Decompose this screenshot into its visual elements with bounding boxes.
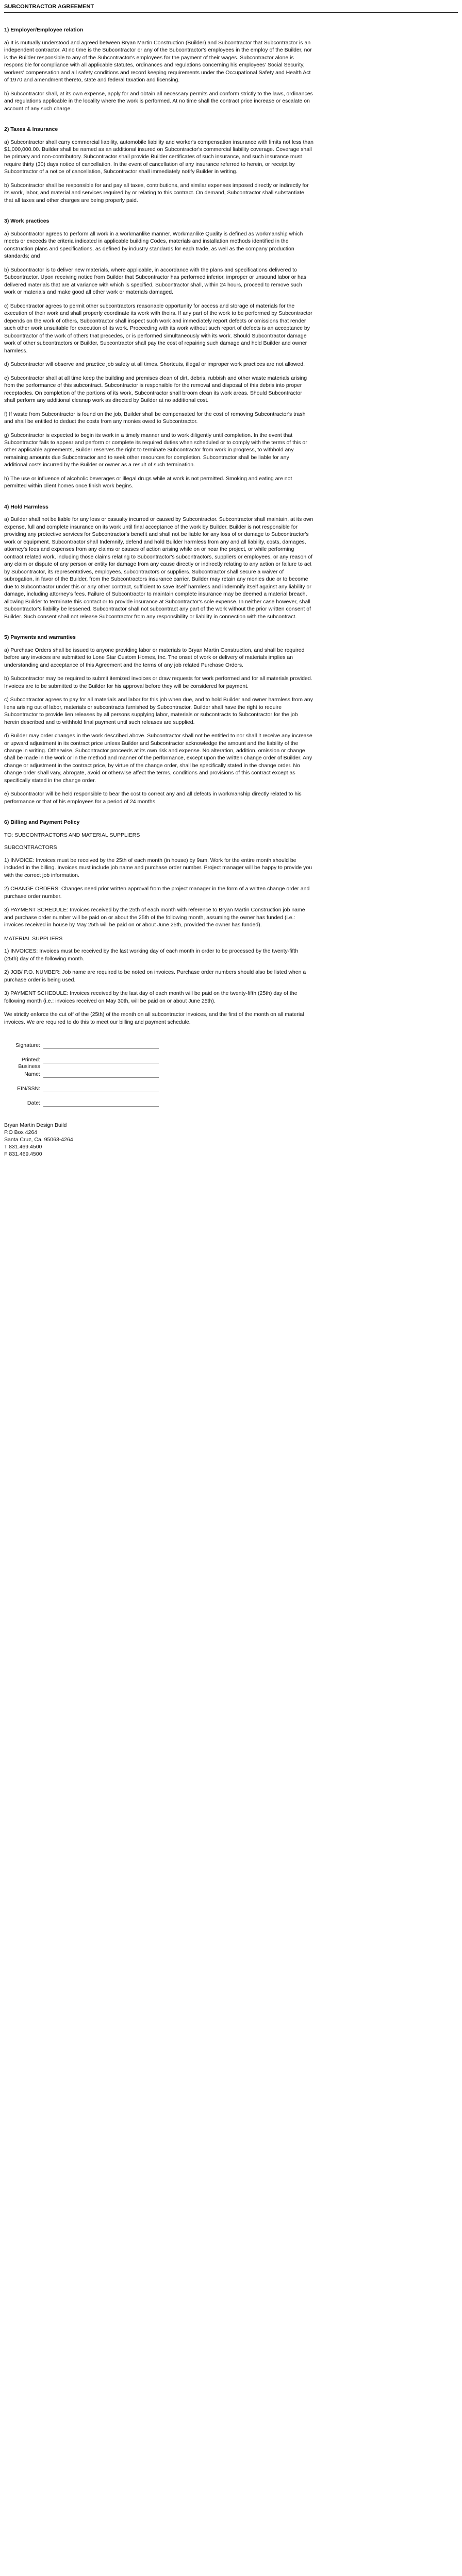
section-employer-employee xyxy=(4,26,458,112)
section-paragraph: a) Subcontractor shall carry commercial liability, automobile liability and worker's compensation insurance with limits not less than $1,000,000.00. Builder shall be named as an additional insured on Subcontractor's commercial liability coverage. Coverage shall be primary and non-contributory. Subcontractor shall provide Builder certificates of such insurance, and such insurance must require thirty (30) days notice of cancellation. In the event of cancellation of any insurance referred to herein, or receipt by Subcontractor of a notice of cancellation, Subcontractor shall immediately notify Builder in writing. xyxy=(4,139,314,175)
section-paragraph: h) The use or influence of alcoholic beverages or illegal drugs while at work is not permitted. Smoking and eating are not permitted within client homes once finish work begins. xyxy=(4,475,292,489)
document-title: SUBCONTRACTOR AGREEMENT xyxy=(4,3,458,13)
section-paragraph: b) Subcontractor shall be responsible for and pay all taxes, contributions, and similar expenses imposed directly or indirectly for its work, labor, and material and services required by or relating to this contract. On demand, Subcontractor shall substantiate that all taxes and other charges are being properly paid. xyxy=(4,182,309,204)
printed-name-field[interactable] xyxy=(43,1056,159,1063)
ein-row xyxy=(4,1081,159,1092)
section-paragraph: f) If waste from Subcontractor is found on the job, Builder shall be compensated for the cost of removing Subcontractor's trash and shall be entitled to deduct the costs from any monies owed to Subcontractor. xyxy=(4,411,306,425)
billing-item: 1) INVOICES: Invoices must be received by the last working day of each month in order to be processed by the twenty-fifth (25th) day of the following month. xyxy=(4,948,299,962)
po-box: P.O Box 4264 xyxy=(4,1129,38,1136)
phone-number: T 831.469.4500 xyxy=(4,1143,42,1150)
section-heading: 1) Employer/Employee relation xyxy=(4,27,84,33)
section-paragraph: b) Subcontractor may be required to submit itemized invoices or draw requests for work performed and for all materials provided. Invoices are to be submitted to the Builder for his approval before they will be considered for payment. xyxy=(4,675,312,689)
date-label: Date: xyxy=(27,1099,40,1106)
section-heading: 2) Taxes & Insurance xyxy=(4,126,58,133)
billing-to-line: TO: SUBCONTRACTORS AND MATERIAL SUPPLIERS xyxy=(4,832,140,838)
section-paragraph: a) Subcontractor agrees to perform all work in a workmanlike manner. Workmanlike Quality is defined as workmanship which meets or exceeds the criteria indicated in applicable building Codes, materials and installation methods identified in the construction plans and specifications, as defined by industry standards for each trade, as well as the company production standards; and xyxy=(4,230,303,260)
city-line: Santa Cruz, Ca. 95063-4264 xyxy=(4,1136,73,1143)
business-name-row xyxy=(4,1063,159,1078)
section-paragraph: e) Subcontractor shall at all time keep the building and premises clean of dirt, debris, rubbish and other waste materials arising from the performance of this subcontract. Subcontractor is responsible for the removal and disposal of this debris into proper receptacles. On completion of the portions of its work, Subcontractor shall broom clean its work areas. Should Subcontractor shall perform any additional cleanup work as directed by Builder at no additional cost. xyxy=(4,375,307,404)
section-paragraph: d) Builder may order changes in the work described above. Subcontractor shall not be entitled to nor shall it receive any increase or upward adjustment in its contract price unless Builder and Subcontractor acknowledge the amount and the liability of the change in writing. Otherwise, Subcontractor proceeds at its own risk and expense. No alteration, addition, omission or change shall be made in the work or in the method and manner of the performance, except upon the written change order of Builder. Any change or adjustment in the contract price, by virtue of the change order, shall be specifically stated in the change order. No change order shall vary, abrogate, avoid or otherwise affect the terms, conditions and provisions of this contract except as specifically stated in the change order. xyxy=(4,733,312,784)
business-name-field[interactable] xyxy=(43,1071,159,1078)
date-field[interactable] xyxy=(43,1099,159,1107)
subcontractors-heading: SUBCONTRACTORS xyxy=(4,844,57,851)
section-hold-harmless xyxy=(4,503,458,620)
section-paragraph: a) Purchase Orders shall be issued to anyone providing labor or materials to Bryan Martin Construction, and shall be required before any invoices are submitted to Lone Star Custom Homes, Inc. The onset of work or delivery of materials implies an understanding and acceptance of this Agreement and the terms of any job related Purchase Orders. xyxy=(4,647,305,668)
section-paragraph: c) Subcontractor agrees to permit other subcontractors reasonable opportunity for access and storage of materials for the execution of their work and shall properly coordinate its work with theirs. If any part of the work to be performed by Subcontractor depends on the work of others, Subcontractor shall inspect such work and immediately report defects or omissions that render such other work unsuitable for execution of its work. Proceeding with its work without such report of defects is an acceptance by Subcontractor of the work of others that precedes, or is performed simultaneously with its work. Should Subcontractor damage work of other subcontractors or Builder, Subcontractor shall pay the cost of repairing such damage and hold Builder and owner harmless. xyxy=(4,302,312,354)
section-taxes-insurance xyxy=(4,126,458,204)
billing-item: 1) INVOICE: Invoices must be received by the 25th of each month (in house) by 9am. Work for the entire month should be included in the billing. Invoices must include job name and purchase order number. Project manager will be happy to provide you with the correct job information. xyxy=(4,857,312,878)
section-paragraph: e) Subcontractor will be held responsible to bear the cost to correct any and all defects in workmanship directly related to his performance or that of his employees for a period of 24 months. xyxy=(4,791,302,805)
section-paragraph: g) Subcontractor is expected to begin its work in a timely manner and to work diligently until completion. In the event that Subcontractor fails to appear and perform or complete its required duties when scheduled or to comply with the terms of this or other applicable agreements, Builder reserves the right to terminate Subcontractor from work in progress, to withhold any remaining amounts due Subcontractor and to seek other resources for completion. Subcontractor shall be liable for any additional costs incurred by the Builder or owner as a result of such termination. xyxy=(4,432,307,468)
agreement-document xyxy=(0,0,462,1173)
billing-item: 2) CHANGE ORDERS: Changes need prior written approval from the project manager in the form of a written change order and purchase order number. xyxy=(4,886,310,900)
signature-row xyxy=(4,1038,159,1049)
ein-field[interactable] xyxy=(43,1085,159,1092)
billing-item: 3) PAYMENT SCHEDULE: Invoices received by the 25th of each month with reference to Bryan Martin Construction job name and purchase order number will be paid on or about the 25th of the following month, assuming the owner has funded (i.e.: invoices received in house by May 25th will be paid on or about June 25th, provided the owner has funded). xyxy=(4,907,305,928)
ein-label: EIN/SSN: xyxy=(17,1085,40,1092)
section-heading: 5) Payments and warranties xyxy=(4,634,76,641)
section-payments-warranties xyxy=(4,634,458,805)
section-heading: 3) Work practices xyxy=(4,218,50,225)
fax-number: F 831.469.4500 xyxy=(4,1150,42,1157)
signature-label: Signature: xyxy=(15,1042,40,1048)
billing-closing: We strictly enforce the cut off of the (25th) of the month on all subcontractor invoices, and the first of the month on all material invoices. We are required to do this to meet our billing and payment schedule. xyxy=(4,1011,304,1025)
company-name: Bryan Martin Design Build xyxy=(4,1122,67,1129)
date-row xyxy=(4,1096,159,1107)
section-paragraph: d) Subcontractor will observe and practice job safety at all times. Shortcuts, illegal or improper work practices are not allowed. xyxy=(4,361,305,368)
billing-item: 3) PAYMENT SCHEDULE: Invoices received by the last day of each month will be paid on the twenty-fifth (25th) day of the following month (i.e.: invoices received on May 30th, will be paid on or about June 25th). xyxy=(4,990,298,1004)
section-billing-payment xyxy=(4,819,458,1026)
printed-row xyxy=(4,1053,159,1063)
section-paragraph: c) Subcontractor agrees to pay for all materials and labor for this job when due, and to hold Builder and owner harmless from any liens arising out of labor, materials or subcontracts furnished by Subcontractor. Builder shall have the right to require Subcontractor to provide lien releases by all persons supplying labor, materials or subcontracts to Subcontractor for the job herein described and to withhold final payment until such releases are supplied. xyxy=(4,697,313,725)
billing-item: 2) JOB/ P.O. NUMBER: Job name are required to be noted on invoices. Purchase order numbers should also be listed when a purchase order is being used. xyxy=(4,969,306,983)
section-paragraph: b) Subcontractor shall, at its own expense, apply for and obtain all necessary permits and conform strictly to the laws, ordinances and regulations applicable in the locality where the work is performed. At no time shall the contract price increase or escalate on account of any such charge. xyxy=(4,90,313,112)
signature-block xyxy=(4,1038,159,1107)
section-work-practices xyxy=(4,217,458,490)
signature-field[interactable] xyxy=(43,1042,159,1049)
business-name-label: Business Name: xyxy=(18,1063,40,1077)
section-heading: 4) Hold Harmless xyxy=(4,503,48,510)
material-suppliers-heading: MATERIAL SUPPLIERS xyxy=(4,935,63,942)
section-paragraph: a) It is mutually understood and agreed between Bryan Martin Construction (Builder) and Subcontractor that Subcontractor is an independent contractor. At no time is the Subcontractor or any of the Subcontractor's employees in the employ of the Builder, nor is the Builder responsible to any of the Subcontractor's employees for the payment of their wages. Subcontractor alone is responsible for compliance with all applicable statutes, ordinances and regulations concerning his employees' Social Security, workers' compensation and all safety conditions and record keeping requirements under the Occupational Safety and Health Act of 1970 and amendment thereto, state and federal taxation and licensing. xyxy=(4,39,312,83)
printed-label: Printed: xyxy=(21,1056,40,1063)
section-paragraph: b) Subcontractor is to deliver new materials, where applicable, in accordance with the plans and specifications delivered to Subcontractor. Upon receiving notice from Builder that Subcontractor has performed inferior, improper or unsound labor or has delivered materials that are at variance with which is specified, Subcontractor shall, within 24 hours, proceed to remove such work or materials and make good all other work or materials damaged. xyxy=(4,266,306,296)
section-paragraph: a) Builder shall not be liable for any loss or casualty incurred or caused by Subcontractor. Subcontractor shall maintain, at its own expense, full and complete insurance on its work until final acceptance of the work by Builder. Builder is not responsible for providing any protective services for Subcontractor's benefit and shall not be liable for any loss of or damage to Subcontractor's work or equipment. Subcontractor shall Indemnify, defend and hold Builder harmless from any and all liability, costs, damages, attorney's fees and expenses from any claims or causes of action arising while on or near the project, or while performing contract related work, including those claims relating to Subcontractor's subcontractors, suppliers or employees, or any reason of any claim or dispute of any person or entity for damage from any cause directly or indirectly relating to any action or failure to act by Subcontractor, its representatives, employees, subcontractors or suppliers. Subcontractor shall secure a waiver of subrogation, in favor of the Builder, from the Subcontractors insurance carrier. Builder may retain any monies due or to become due to Subcontractor under this or any other contract, sufficient to save itself harmless and indemnify itself against any liability or damage, including attorney's fees. Failure of Subcontractor to maintain complete insurance may be deemed a material breach, allowing Builder to terminate this contact or to provide insurance at Subcontractor's sole expense. In neither case however, shall Subcontractor's liability be lessened. Subcontractor shall not subcontract any part of the work without the prior written consent of Builder. Such consent shall not release Subcontractor from any responsibility or liability in connection with the subcontract. xyxy=(4,516,314,620)
company-address xyxy=(4,1122,458,1158)
section-heading: 6) Billing and Payment Policy xyxy=(4,819,80,826)
